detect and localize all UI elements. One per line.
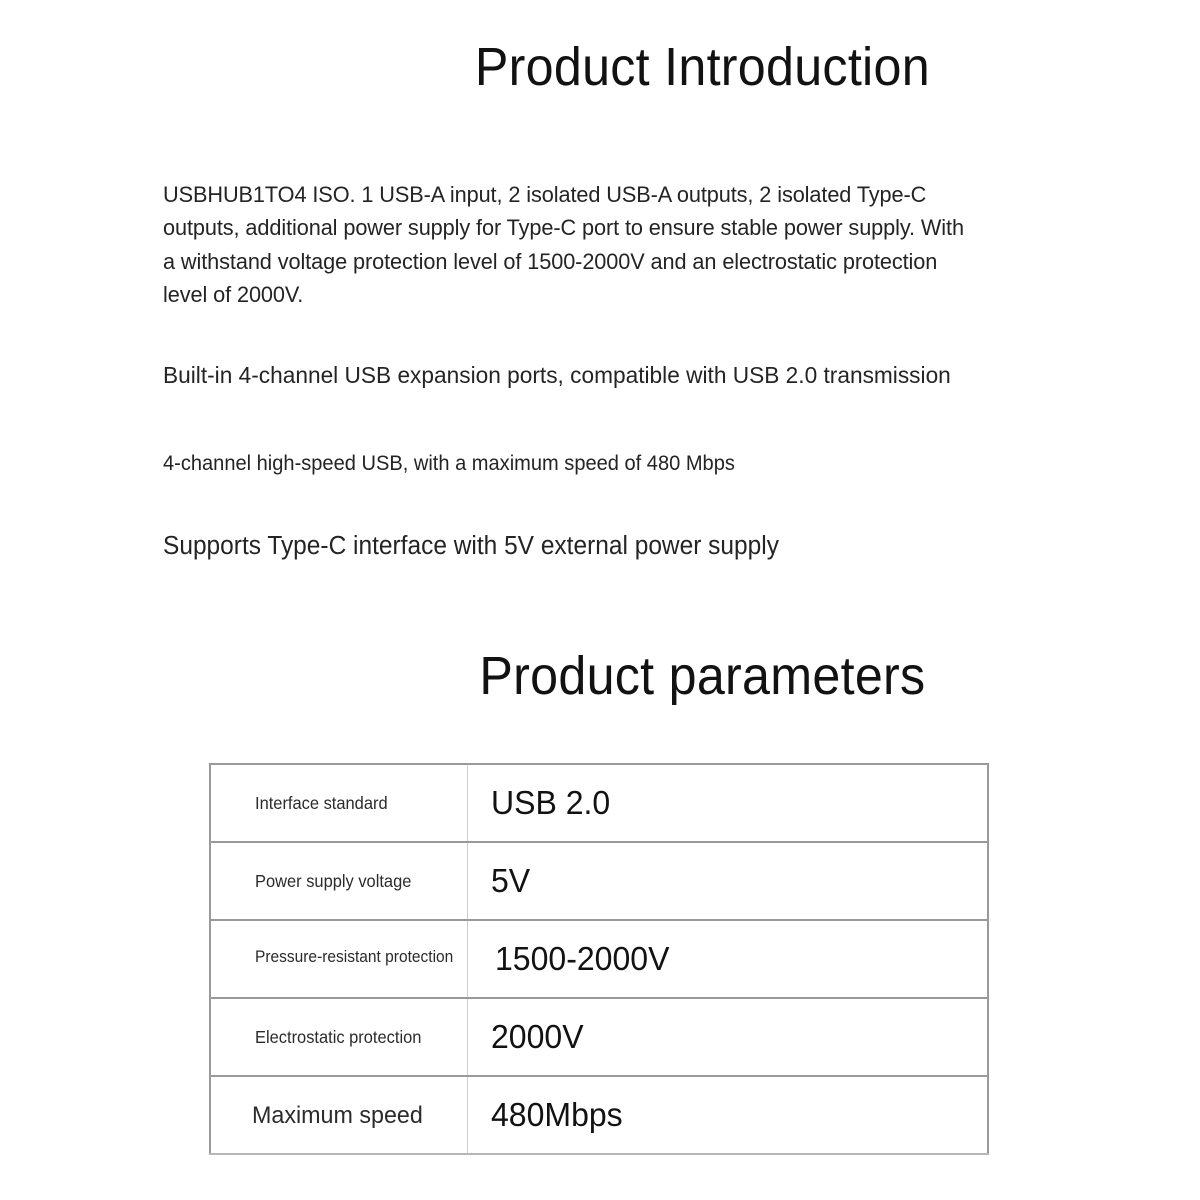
parameter-name-cell	[210, 1076, 467, 1154]
parameter-name-label: Electrostatic protection	[255, 1026, 422, 1047]
table-row	[210, 1076, 988, 1154]
feature-line-expansion-ports: Built-in 4-channel USB expansion ports, compatible with USB 2.0 transmission	[163, 362, 951, 388]
parameter-name-cell	[210, 764, 467, 842]
parameter-name-cell	[210, 998, 467, 1076]
parameter-name-cell	[210, 920, 467, 998]
parameter-value-cell	[467, 764, 988, 842]
table-row	[210, 998, 988, 1076]
table-row	[210, 842, 988, 920]
parameter-name-cell	[210, 842, 467, 920]
table-row	[210, 764, 988, 842]
parameter-value-cell	[467, 1076, 988, 1154]
product-parameters-table	[209, 763, 989, 1155]
parameter-value-cell	[467, 998, 988, 1076]
feature-line-type-c-power: Supports Type-C interface with 5V external power supply	[163, 532, 779, 560]
product-introduction-heading: Product Introduction	[474, 37, 930, 97]
product-parameters-heading: Product parameters	[479, 646, 926, 706]
parameter-name-label: Power supply voltage	[255, 870, 412, 891]
table-row	[210, 920, 988, 998]
product-introduction-paragraph: USBHUB1TO4 ISO. 1 USB-A input, 2 isolated USB-A outputs, 2 isolated Type-C outputs, additional power supply for Type-C port to ensure stable power supply. With a withstand voltage protection level of 1500-2000V and an electrostatic protection level of 2000V.	[163, 181, 964, 307]
parameter-value-label: USB 2.0	[490, 784, 610, 821]
parameter-value-cell	[467, 842, 988, 920]
parameter-name-label: Pressure-resistant protection	[255, 948, 454, 966]
parameter-value-cell	[467, 920, 988, 998]
feature-line-max-speed: 4-channel high-speed USB, with a maximum speed of 480 Mbps	[163, 452, 735, 475]
parameter-name-label: Maximum speed	[252, 1101, 423, 1129]
parameter-value-label: 480Mbps	[490, 1096, 623, 1133]
parameter-value-label: 2000V	[490, 1018, 584, 1055]
parameter-value-label: 1500-2000V	[494, 940, 669, 977]
parameter-name-label: Interface standard	[255, 792, 388, 813]
parameter-value-label: 5V	[490, 862, 530, 899]
